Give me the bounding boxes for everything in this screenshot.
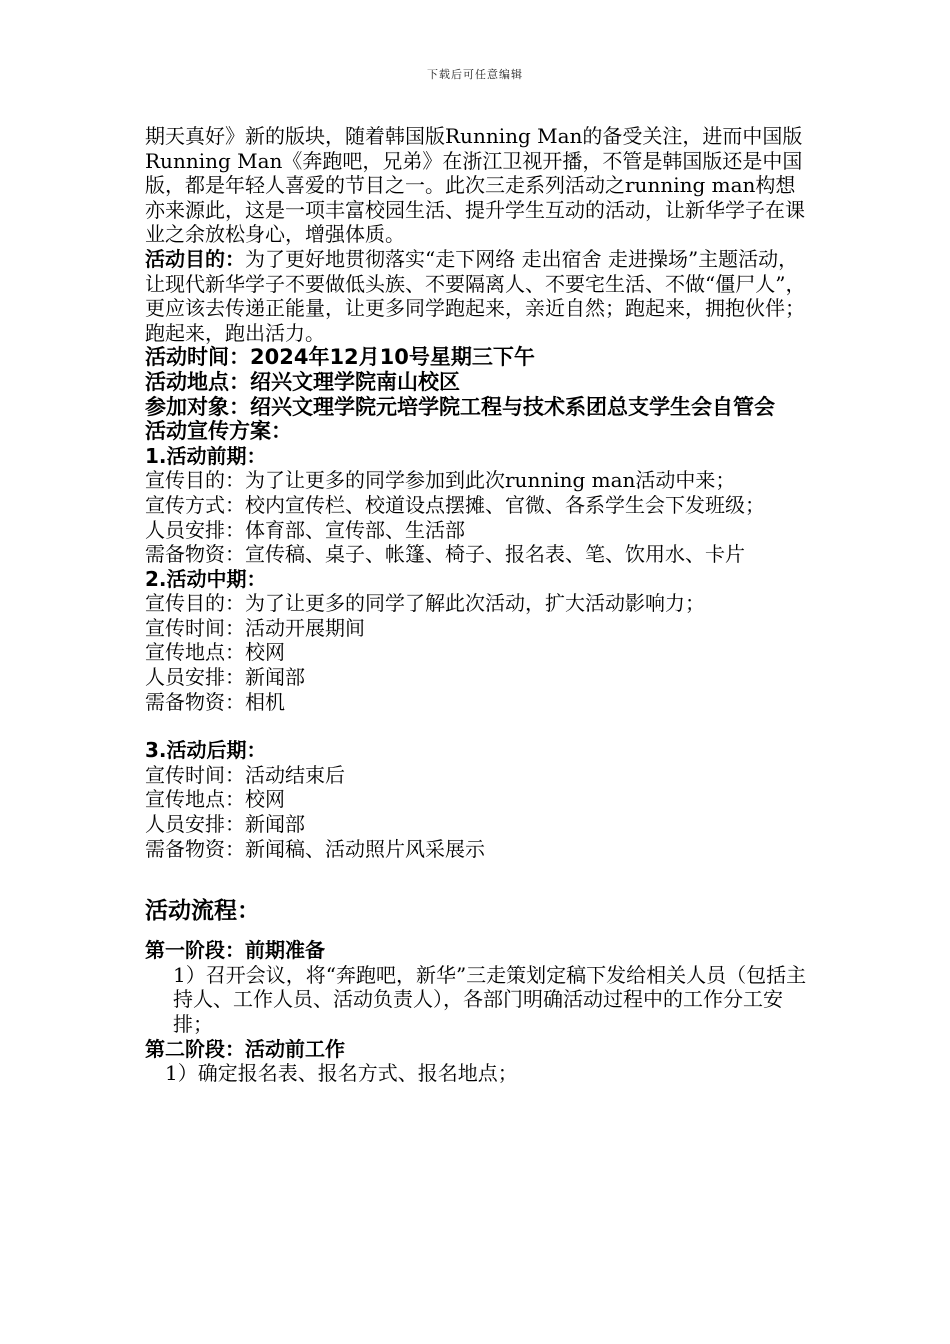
- stage2-title: 第二阶段：活动前工作: [145, 1036, 345, 1061]
- purpose-text: 为了更好地贯彻落实“走下网络 走出宿舍 走进操场”主题活动，让现代新华学子不要做低头族、不要隔离人、不要宅生活、不做“僵尸人”，更应该去传递正能量，让更多同学跑起来，亲近自然；跑起来，拥抱伙伴；跑起来，跑出活力。: [145, 246, 806, 345]
- activity-time: 活动时间：2024年12月10号星期三下午: [145, 345, 535, 370]
- phase2-line: 宣传目的：为了让更多的同学了解此次活动，扩大活动影响力；: [145, 591, 705, 616]
- page-header: 下载后可任意编辑: [427, 68, 523, 81]
- phase3-line: 人员安排：新闻部: [145, 812, 305, 837]
- spacer: [145, 926, 810, 938]
- stage1-item: 1）召开会议，将“奔跑吧，新华”三走策划定稿下发给相关人员（包括主持人、工作人员、活动负责人），各部门明确活动过程中的工作分工安排；: [173, 962, 807, 1036]
- phase1-line: 宣传方式：校内宣传栏、校道设点摆摊、官微、各系学生会下发班级；: [145, 492, 765, 517]
- purpose-label: 活动目的：: [145, 246, 245, 271]
- intro-paragraph: 期天真好》新的版块，随着韩国版Running Man的备受关注，进而中国版Running Man《奔跑吧，兄弟》在浙江卫视开播，不管是韩国版还是中国版，都是年轻人喜爱的节目之一。此次三走系列活动之running man构想亦来源此，这是一项丰富校园生活、提升学生互动的活动，让新华学子在课业之余放松身心，增强体质。: [145, 124, 805, 247]
- phase3-title: 3.活动后期：: [145, 738, 267, 763]
- phase2-title: 2.活动中期：: [145, 566, 267, 591]
- phase2-line: 人员安排：新闻部: [145, 665, 305, 690]
- purpose-paragraph: [145, 247, 810, 345]
- phase2-line: 宣传时间：活动开展期间: [145, 615, 365, 640]
- spacer: [145, 714, 810, 738]
- promo-title: 活动宣传方案：: [145, 419, 292, 444]
- phase3-line: 宣传地点：校网: [145, 787, 285, 812]
- phase2-line: 宣传地点：校网: [145, 640, 285, 665]
- phase1-line: 需备物资：宣传稿、桌子、帐篷、椅子、报名表、笔、饮用水、卡片: [145, 542, 745, 567]
- phase1-line: 人员安排：体育部、宣传部、生活部: [145, 517, 465, 542]
- phase3-line: 宣传时间：活动结束后: [145, 762, 345, 787]
- stage1-title: 第一阶段：前期准备: [145, 938, 325, 963]
- document-body: [145, 124, 810, 1086]
- spacer: [145, 861, 810, 896]
- phase3-line: 需备物资：新闻稿、活动照片风采展示: [145, 836, 485, 861]
- activity-location: 活动地点：绍兴文理学院南山校区: [145, 369, 460, 394]
- activity-participants: 参加对象：绍兴文理学院元培学院工程与技术系团总支学生会自管会: [145, 394, 775, 419]
- stage2-item: 1）确定报名表、报名方式、报名地点；: [165, 1061, 518, 1086]
- flow-title: 活动流程：: [145, 898, 260, 925]
- phase1-line: 宣传目的：为了让更多的同学参加到此次running man活动中来；: [145, 468, 736, 493]
- phase1-title: 1.活动前期：: [145, 443, 267, 468]
- phase2-line: 需备物资：相机: [145, 689, 285, 714]
